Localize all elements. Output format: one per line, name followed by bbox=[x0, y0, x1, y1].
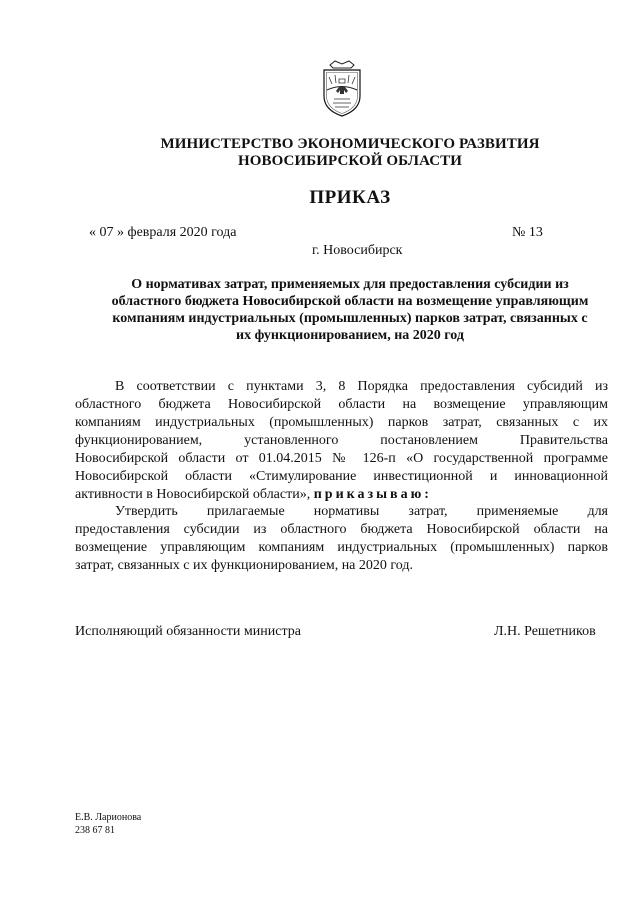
body-line: Утвердить прилагаемые нормативы затрат, применяемые для bbox=[115, 504, 608, 519]
ministry-name-line-1: МИНИСТЕРСТВО ЭКОНОМИЧЕСКОГО РАЗВИТИЯ bbox=[160, 136, 540, 152]
body-line: Новосибирской области «Стимулирование инвестиционной и инновационной bbox=[75, 469, 608, 484]
body-paragraph-1 bbox=[75, 378, 608, 504]
document-type: ПРИКАЗ bbox=[309, 187, 391, 208]
ministry-name-line-2: НОВОСИБИРСКОЙ ОБЛАСТИ bbox=[237, 153, 463, 169]
document-date: « 07 » февраля 2020 года bbox=[89, 225, 237, 240]
body-line: возмещение управляющим компаниям индустриальных (промышленных) парков bbox=[75, 540, 608, 555]
title-line-1: О нормативах затрат, применяемых для предоставления субсидии из bbox=[131, 277, 569, 292]
body-line: затрат, связанных с их функционированием, на 2020 год. bbox=[75, 558, 414, 573]
ministry-name bbox=[60, 136, 640, 170]
body-paragraph-2 bbox=[75, 503, 608, 575]
signatory-name: Л.Н. Решетников bbox=[494, 624, 596, 639]
novosibirsk-coat-of-arms-icon bbox=[317, 58, 367, 118]
body-line: предоставления субсидии из областного бюджета Новосибирской области на bbox=[75, 522, 608, 537]
signatory-position: Исполняющий обязанности министра bbox=[75, 624, 301, 639]
body-line: Новосибирской области от 01.04.2015 № 126-п «О государственной программе bbox=[75, 451, 608, 466]
order-keyword: приказываю: bbox=[313, 487, 432, 502]
body-line: компаниям индустриальных (промышленных) парков затрат, связанных с их bbox=[75, 415, 608, 430]
executor-info bbox=[75, 811, 141, 837]
body-line-text: активности в Новосибирской области», bbox=[75, 487, 314, 502]
document-city: г. Новосибирск bbox=[312, 243, 403, 258]
body-line: областного бюджета Новосибирской области на возмещение управляющим bbox=[75, 397, 608, 412]
executor-name: Е.В. Ларионова bbox=[75, 812, 142, 823]
body-line-last bbox=[75, 486, 608, 504]
title-line-4: их функционированием, на 2020 год bbox=[236, 328, 464, 343]
body-line: В соответствии с пунктами 3, 8 Порядка предоставления субсидий из bbox=[115, 379, 608, 394]
document-number: № 13 bbox=[512, 225, 543, 240]
document-title bbox=[72, 276, 628, 344]
title-line-2: областного бюджета Новосибирской области на возмещение управляющим bbox=[111, 294, 589, 309]
body-line: функционированием, установленного постановлением Правительства bbox=[75, 433, 608, 448]
title-line-3: компаниям индустриальных (промышленных) парков затрат, связанных с bbox=[112, 311, 588, 326]
executor-phone: 238 67 81 bbox=[75, 825, 115, 836]
